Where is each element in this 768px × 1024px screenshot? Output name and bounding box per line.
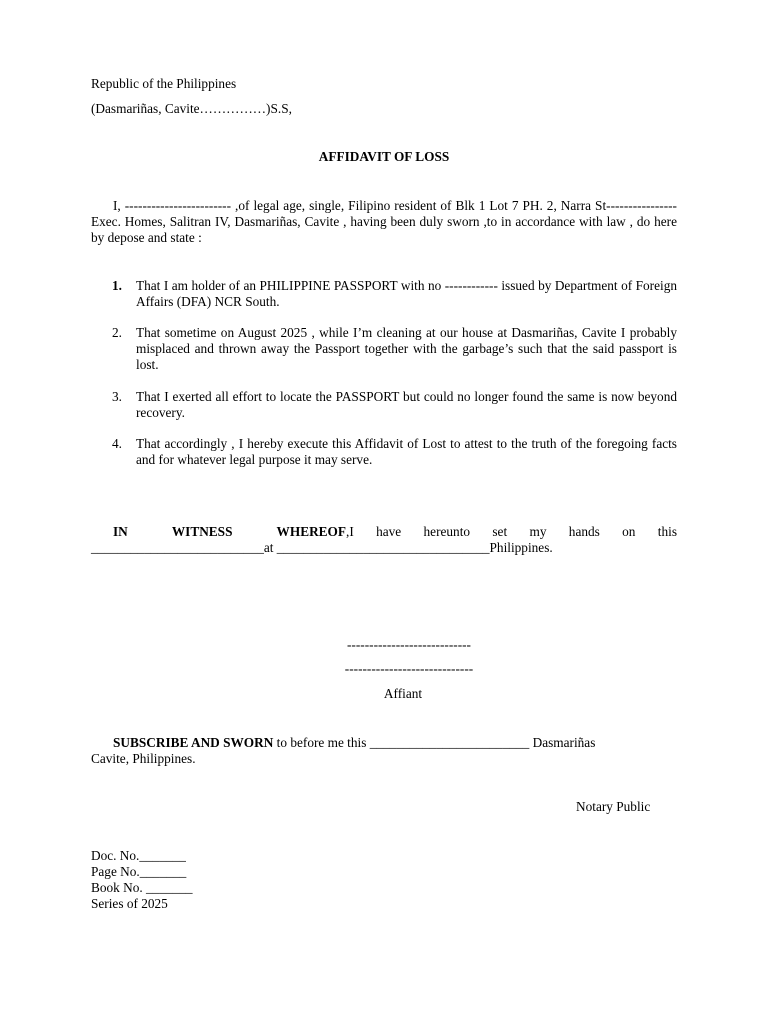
signature-line-2: -----------------------------: [344, 661, 474, 676]
doc-info: [91, 848, 391, 912]
list-item-3: [90, 389, 677, 421]
list-item-1: [90, 278, 677, 310]
venue-line: (Dasmariñas, Cavite……………)S.S,: [91, 101, 292, 116]
item-text: That I exerted all effort to locate the PASSPORT but could no longer found the same is now beyond recovery.: [136, 389, 677, 420]
signature-line-1: ----------------------------: [347, 637, 471, 652]
list-item-2: [90, 325, 677, 373]
notary-public-label: Notary Public: [576, 799, 651, 814]
item-text: That sometime on August 2025 , while I’m cleaning at our house at Dasmariñas, Cavite I probably misplaced and thrown away the Passport together with the garbage’s such that the said passport is lost.: [136, 325, 677, 372]
witness-line-1: [91, 524, 677, 540]
subscribe-line-1: [91, 735, 677, 751]
book-number: Book No. _______: [91, 880, 193, 895]
series-year: Series of 2025: [91, 896, 168, 911]
doc-number: Doc. No._______: [91, 848, 186, 863]
page-number: Page No._______: [91, 864, 187, 879]
item-number: 2.: [112, 325, 122, 340]
item-number: 1.: [112, 278, 122, 293]
list-item-4: [90, 436, 677, 468]
item-text: That accordingly , I hereby execute this Affidavit of Lost to attest to the truth of the foregoing facts and for whatever legal purpose it may serve.: [136, 436, 677, 467]
subscribe-bold-lead: SUBSCRIBE AND SWORN: [113, 735, 274, 750]
intro-paragraph: I, ------------------------ ,of legal age, single, Filipino resident of Blk 1 Lot 7 PH. 2, Narra St---------------- Exec. Homes, Salitran IV, Dasmariñas, Cavite , having been duly sworn ,to in accordance with law , do here by depose and state :: [91, 198, 677, 245]
subscribe-line-2: Cavite, Philippines.: [91, 751, 196, 766]
item-number: 3.: [112, 389, 122, 404]
witness-bold-lead: IN WITNESS WHEREOF: [113, 524, 347, 539]
document-title: AFFIDAVIT OF LOSS: [318, 149, 450, 164]
witness-clause: [91, 524, 677, 556]
republic-header: Republic of the Philippines: [91, 76, 237, 91]
affiant-label: Affiant: [383, 686, 423, 701]
witness-line-2: __________________________at ________________________________Philippines.: [91, 540, 553, 555]
witness-line-1-rest: ,I have hereunto set my hands on this: [346, 524, 677, 539]
subscribe-clause: [91, 735, 677, 767]
item-text: That I am holder of an PHILIPPINE PASSPORT with no ------------ issued by Department of Foreign Affairs (DFA) NCR South.: [136, 278, 677, 309]
subscribe-line-1-rest: to before me this ________________________ Dasmariñas: [273, 735, 596, 750]
item-number: 4.: [112, 436, 122, 451]
